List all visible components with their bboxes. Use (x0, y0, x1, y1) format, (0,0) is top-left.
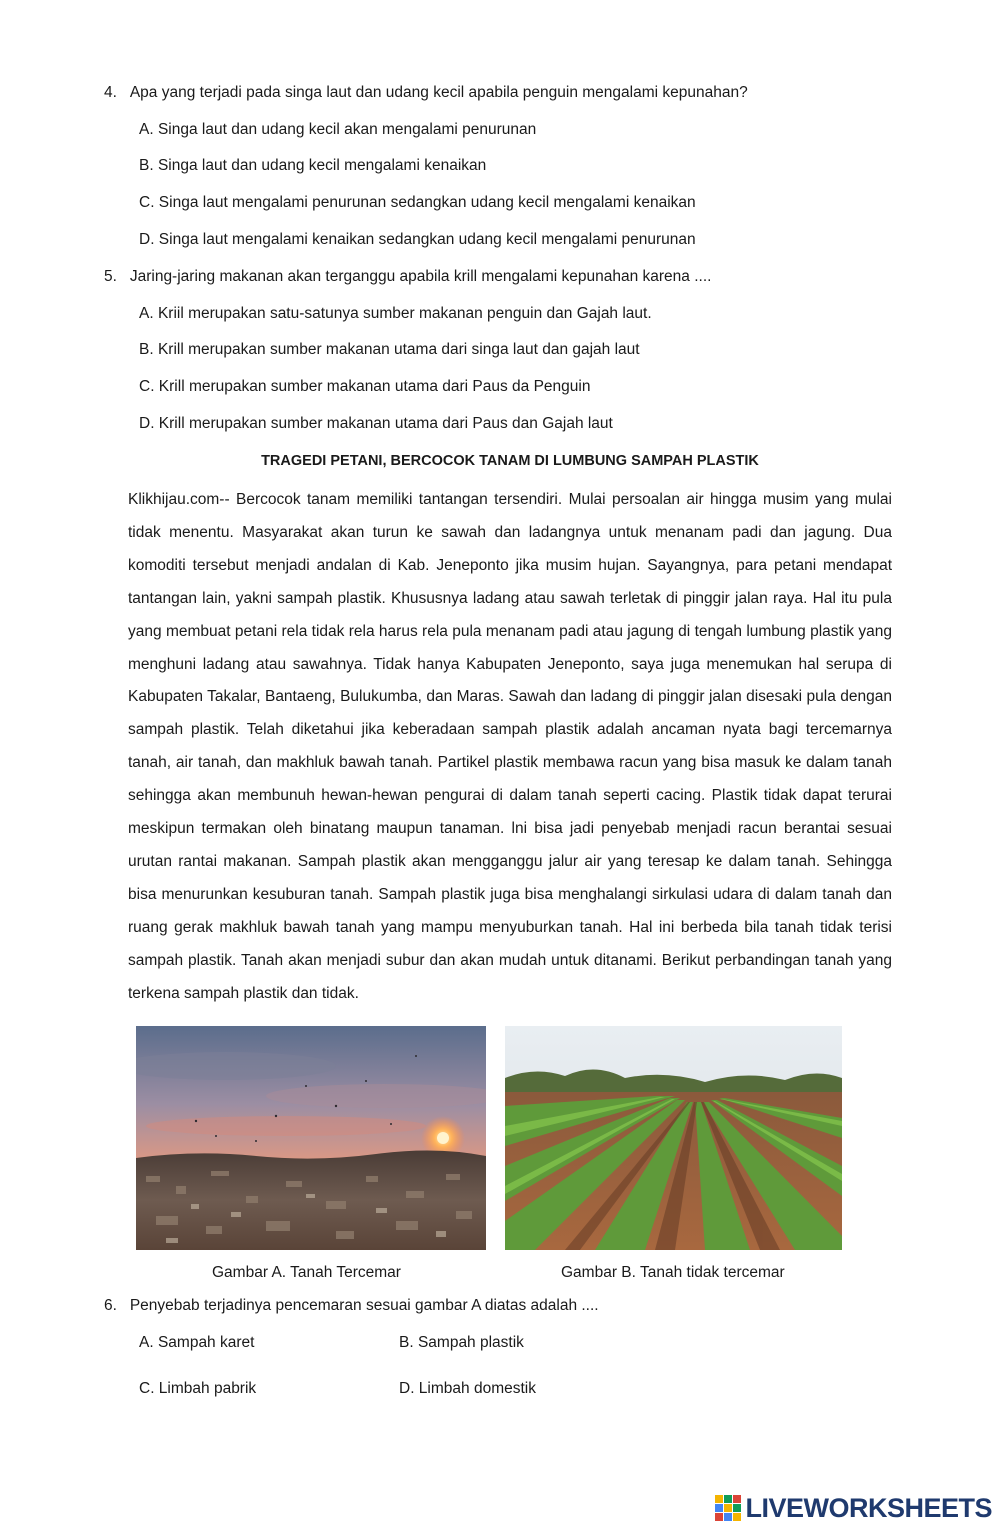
question-5-option-c[interactable]: C. Krill merupakan sumber makanan utama dari Paus da Penguin (139, 378, 591, 395)
question-6-option-c[interactable]: C. Limbah pabrik (139, 1380, 257, 1397)
liveworksheets-wordmark: LIVEWORKSHEETS (745, 1492, 992, 1523)
figure-b-healthy-field-image (505, 1026, 842, 1250)
article-body: Klikhijau.com-- Bercocok tanam memiliki tantangan tersendiri. Mulai persoalan air hingga musim yang mulai tidak menentu. Masyarakat akan turun ke sawah dan ladangnya untuk menanam padi dan jagung. Dua komoditi tersebut menjadi andalan di Kab. Jeneponto jika musim hujan. Sayangnya, para petani mendapat tantangan lain, yakni sampah plastik. Khususnya ladang atau sawah terletak di pinggir jalan raya. Hal itu pula yang membuat petani rela tidak rela harus rela pula menanam padi atau jagung di tengah lumbung plastik yang menghuni ladang atau sawahnya. Tidak hanya Kabupaten Jeneponto, saya juga menemukan hal serupa di Kabupaten Takalar, Bantaeng, Bulukumba, dan Maras. Sawah dan ladang di pinggir jalan disesaki pula dengan sampah plastik. Telah diketahui jika keberadaan sampah plastik adalah ancaman nyata bagi tercemarnya tanah, air tanah, dan makhluk bawah tanah. Partikel plastik membawa racun yang bisa masuk ke dalam tanah sehingga akan membunuh hewan-hewan pengurai di dalam tanah seperti cacing. Plastik tidak dapat terurai meskipun termakan oleh binatang maupun tanaman. lni bisa jadi penyebab menjadi racun berantai sesuai urutan rantai makanan. Sampah plastik akan mengganggu jalur air yang teresap ke dalam tanah. Sehingga bisa menurunkan kesuburan tanah. Sampah plastik juga bisa menghalangi sirkulasi udara di dalam tanah dan ruang gerak makhluk bawah tanah yang mampu menyuburkan tanah. Hal ini berbeda bila tanah tidak terisi sampah plastik. Tanah akan menjadi subur dan akan mudah untuk ditanami. Berikut perbandingan tanah yang terkena sampah plastik dan tidak. (128, 491, 892, 1002)
question-5-option-b[interactable]: B. Krill merupakan sumber makanan utama dari singa laut dan gajah laut (139, 341, 640, 358)
liveworksheets-logo-icon (715, 1495, 741, 1521)
question-6-option-d[interactable]: D. Limbah domestik (399, 1380, 536, 1397)
question-4-text: 4. Apa yang terjadi pada singa laut dan udang kecil apabila penguin mengalami kepunahan? (104, 84, 748, 101)
figure-a-caption: Gambar A. Tanah Tercemar (212, 1264, 401, 1281)
question-6-option-a[interactable]: A. Sampah karet (139, 1334, 255, 1351)
question-5-option-a[interactable]: A. Kriil merupakan satu-satunya sumber makanan penguin dan Gajah laut. (139, 305, 652, 322)
question-4-option-b[interactable]: B. Singa laut dan udang kecil mengalami kenaikan (139, 157, 487, 174)
question-4-option-d[interactable]: D. Singa laut mengalami kenaikan sedangkan udang kecil mengalami penurunan (139, 231, 696, 248)
liveworksheets-brand (715, 1493, 992, 1523)
question-5-option-d[interactable]: D. Krill merupakan sumber makanan utama dari Paus dan Gajah laut (139, 415, 613, 432)
article-title: TRAGEDI PETANI, BERCOCOK TANAM DI LUMBUNG SAMPAH PLASTIK (261, 453, 759, 469)
figure-a-polluted-land-image (136, 1026, 486, 1250)
question-6-text: 6. Penyebab terjadinya pencemaran sesuai gambar A diatas adalah .... (104, 1297, 599, 1314)
question-6-option-b[interactable]: B. Sampah plastik (399, 1334, 524, 1351)
question-4-option-a[interactable]: A. Singa laut dan udang kecil akan mengalami penurunan (139, 121, 537, 138)
question-4-option-c[interactable]: C. Singa laut mengalami penurunan sedangkan udang kecil mengalami kenaikan (139, 194, 696, 211)
question-5-text: 5. Jaring-jaring makanan akan terganggu apabila krill mengalami kepunahan karena .... (104, 268, 712, 285)
figure-b-caption: Gambar B. Tanah tidak tercemar (561, 1264, 785, 1281)
